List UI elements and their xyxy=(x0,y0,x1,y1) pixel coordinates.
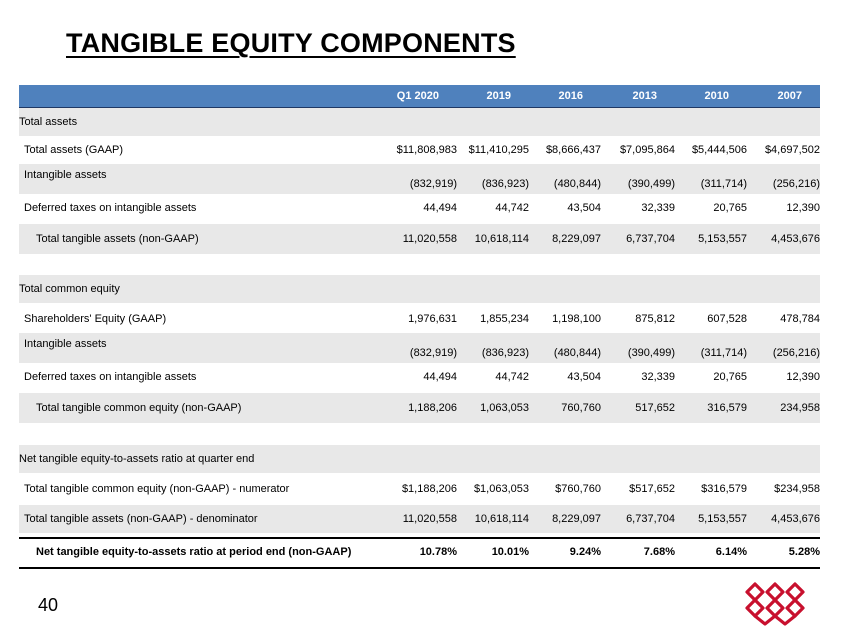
table-cell: (832,919) xyxy=(409,347,457,359)
table-cell: 32,339 xyxy=(641,370,675,383)
table-cell: $234,958 xyxy=(774,482,820,495)
table-cell: $760,760 xyxy=(555,482,601,495)
table-cell: 517,652 xyxy=(635,401,675,414)
column-header: Q1 2020 xyxy=(396,90,439,102)
column-header: 2013 xyxy=(632,90,657,102)
table-cell: $1,188,206 xyxy=(401,482,457,495)
table-cell: 11,020,558 xyxy=(402,232,457,245)
table-cell: 10,618,114 xyxy=(474,512,529,525)
table-cell: (480,844) xyxy=(553,347,601,359)
table-cell: 9.24% xyxy=(569,546,601,558)
table-cell: 5,153,557 xyxy=(698,512,747,525)
tangible-equity-table xyxy=(19,85,820,558)
table-cell: $4,697,502 xyxy=(764,143,820,156)
table-cell: (256,216) xyxy=(772,178,820,190)
table-cell: (390,499) xyxy=(627,347,675,359)
column-header: 2007 xyxy=(777,90,802,102)
table-cell: 1,188,206 xyxy=(408,401,457,414)
table-cell: 4,453,676 xyxy=(771,512,820,525)
table-cell: (480,844) xyxy=(553,178,601,190)
table-row xyxy=(19,475,820,503)
table-row xyxy=(19,108,820,136)
row-label: Net tangible equity-to-assets ratio at quarter end xyxy=(19,452,255,465)
table-cell: 20,765 xyxy=(713,201,747,214)
table-cell: (836,923) xyxy=(481,347,529,359)
table-cell: 6,737,704 xyxy=(626,232,675,245)
table-cell: 478,784 xyxy=(780,312,820,325)
table-cell: 1,976,631 xyxy=(408,312,457,325)
table-row xyxy=(19,393,820,423)
column-header: 2010 xyxy=(704,90,729,102)
table-cell: 10.78% xyxy=(419,546,457,558)
column-header: 2019 xyxy=(486,90,511,102)
row-label: Intangible assets xyxy=(24,169,107,181)
table-row xyxy=(19,445,820,473)
table-cell: 44,742 xyxy=(495,201,529,214)
table-cell: 20,765 xyxy=(713,370,747,383)
table-cell: 44,494 xyxy=(423,201,457,214)
table-cell: 12,390 xyxy=(786,370,820,383)
table-cell: $11,410,295 xyxy=(468,143,529,156)
table-cell: 44,742 xyxy=(495,370,529,383)
table-cell: 316,579 xyxy=(707,401,747,414)
table-cell: (311,714) xyxy=(700,178,747,190)
table-row xyxy=(19,305,820,333)
table-cell: 44,494 xyxy=(423,370,457,383)
table-row xyxy=(19,333,820,363)
page-number: 40 xyxy=(38,595,59,615)
table-cell: (836,923) xyxy=(481,178,529,190)
table-cell: $517,652 xyxy=(629,482,675,495)
table-header xyxy=(19,85,820,109)
table-cell: 234,958 xyxy=(780,401,820,414)
table-cell: 10.01% xyxy=(491,546,529,558)
ratio-total-row xyxy=(19,537,820,569)
row-label: Total tangible common equity (non-GAAP) - numerator xyxy=(24,482,290,495)
bank-logo-icon xyxy=(745,580,807,626)
table-cell: $7,095,864 xyxy=(619,143,675,156)
row-label: Shareholders' Equity (GAAP) xyxy=(24,312,167,325)
table-cell: $5,444,506 xyxy=(691,143,747,156)
table-row xyxy=(19,505,820,533)
table-cell: 1,063,053 xyxy=(480,401,529,414)
table-row xyxy=(19,224,820,254)
row-label: Deferred taxes on intangible assets xyxy=(24,201,197,214)
table-cell: 760,760 xyxy=(561,401,601,414)
row-label: Total common equity xyxy=(19,282,120,295)
row-label: Total tangible assets (non-GAAP) xyxy=(36,232,199,245)
row-label: Net tangible equity-to-assets ratio at period end (non-GAAP) xyxy=(36,546,352,558)
row-label: Intangible assets xyxy=(24,338,107,350)
table-cell: (256,216) xyxy=(772,347,820,359)
table-cell: $11,808,983 xyxy=(396,143,457,156)
table-row xyxy=(19,275,820,303)
table-cell: 32,339 xyxy=(641,201,675,214)
table-cell: 8,229,097 xyxy=(552,512,601,525)
table-cell: 1,855,234 xyxy=(480,312,529,325)
table-cell: 875,812 xyxy=(635,312,675,325)
table-cell: $316,579 xyxy=(701,482,747,495)
table-cell: 1,198,100 xyxy=(552,312,601,325)
table-row xyxy=(19,363,820,391)
table-row xyxy=(19,136,820,164)
table-cell: 10,618,114 xyxy=(474,232,529,245)
table-cell: 8,229,097 xyxy=(552,232,601,245)
row-label: Total tangible assets (non-GAAP) - denominator xyxy=(24,512,258,525)
column-header: 2016 xyxy=(558,90,583,102)
table-cell: 7.68% xyxy=(643,546,675,558)
row-label: Deferred taxes on intangible assets xyxy=(24,370,197,383)
table-cell: (832,919) xyxy=(409,178,457,190)
table-cell: 11,020,558 xyxy=(402,512,457,525)
table-cell: $1,063,053 xyxy=(473,482,529,495)
table-cell: 43,504 xyxy=(567,201,601,214)
page-title: TANGIBLE EQUITY COMPONENTS xyxy=(66,28,516,58)
table-row xyxy=(19,194,820,222)
table-cell: $8,666,437 xyxy=(545,143,601,156)
table-cell: 6,737,704 xyxy=(626,512,675,525)
table-cell: 6.14% xyxy=(715,546,747,558)
table-cell: (311,714) xyxy=(700,347,747,359)
row-label: Total tangible common equity (non-GAAP) xyxy=(36,401,242,414)
row-label: Total assets (GAAP) xyxy=(24,143,124,156)
table-row xyxy=(19,164,820,194)
table-cell: 4,453,676 xyxy=(771,232,820,245)
table-cell: 12,390 xyxy=(786,201,820,214)
table-cell: 5,153,557 xyxy=(698,232,747,245)
table-cell: 43,504 xyxy=(567,370,601,383)
row-label: Total assets xyxy=(19,115,78,128)
table-cell: (390,499) xyxy=(627,178,675,190)
table-cell: 5.28% xyxy=(788,546,820,558)
table-cell: 607,528 xyxy=(707,312,747,325)
